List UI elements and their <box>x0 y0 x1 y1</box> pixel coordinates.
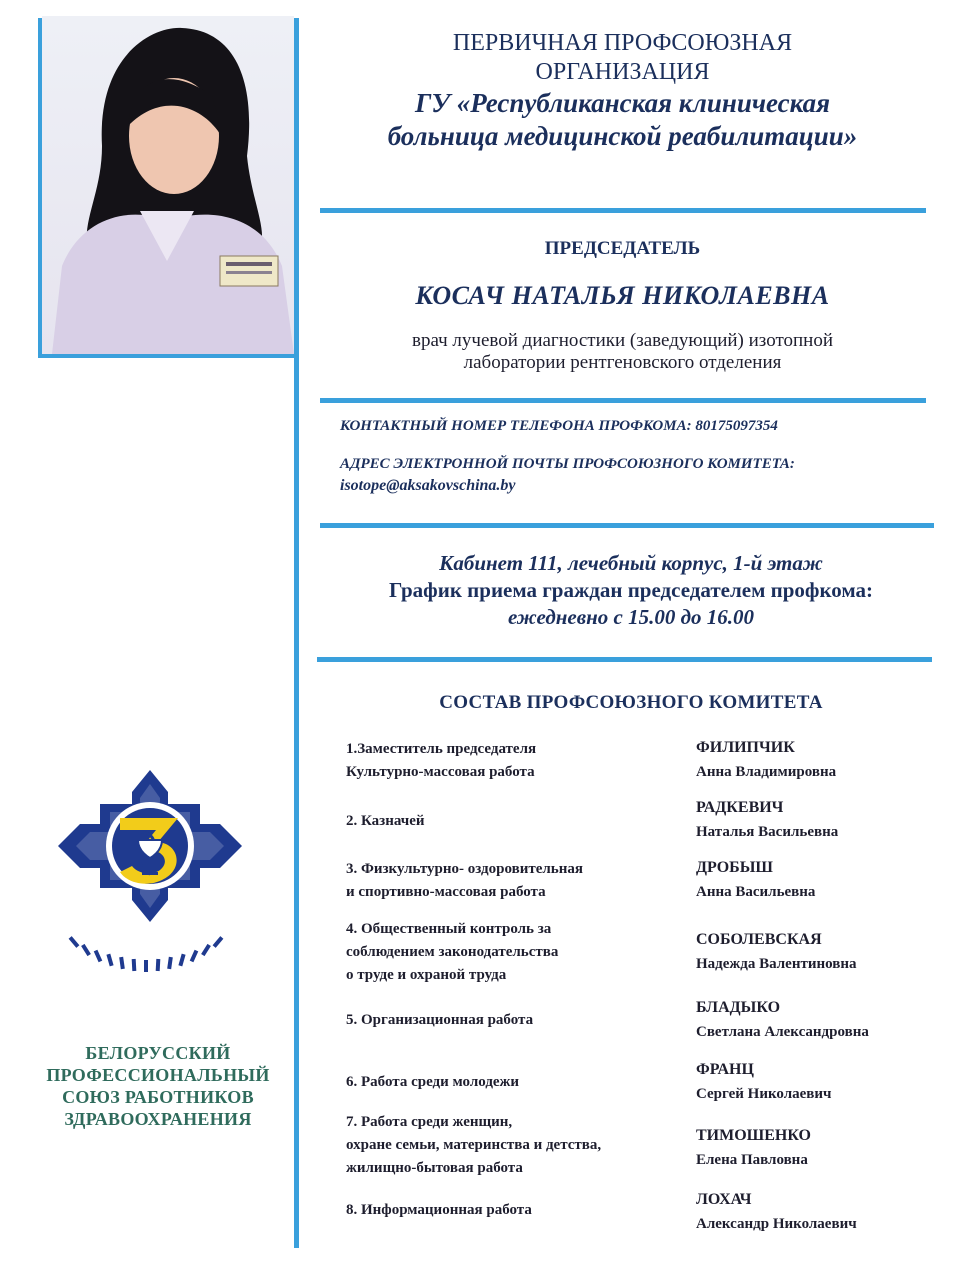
email-label: АДРЕС ЭЛЕКТРОННОЙ ПОЧТЫ ПРОФСОЮЗНОГО КОМИТЕТА: <box>340 456 795 472</box>
chair-position-line1: врач лучевой диагностики (заведующий) изотопной <box>411 330 833 351</box>
member-surname: БЛАДЫКО <box>696 999 781 1016</box>
union-logo <box>50 762 250 982</box>
chair-position-line2: лаборатории рентгеновского отделения <box>463 352 782 373</box>
separator-3 <box>320 523 934 528</box>
member-4 <box>696 928 857 976</box>
role-5 <box>346 1009 533 1032</box>
chairperson-photo <box>42 16 294 354</box>
member-3 <box>696 856 815 904</box>
phone-label: КОНТАКТНЫЙ НОМЕР ТЕЛЕФОНА ПРОФКОМА: 80175097354 <box>340 418 778 434</box>
role-line: 2. Казначей <box>346 813 425 829</box>
schedule-hours: ежедневно с 15.00 до 16.00 <box>508 605 754 629</box>
committee-title: СОСТАВ ПРОФСОЮЗНОГО КОМИТЕТА <box>439 692 823 713</box>
org-line2: ОРГАНИЗАЦИЯ <box>535 59 710 85</box>
role-line: 8. Информационная работа <box>346 1202 532 1218</box>
member-name: Александр Николаевич <box>696 1216 857 1232</box>
role-line: 5. Организационная работа <box>346 1012 534 1028</box>
email-link[interactable]: isotope@aksakovschina.by <box>340 477 516 494</box>
member-7 <box>696 1124 811 1172</box>
org-line4: больница медицинской реабилитации» <box>387 121 858 151</box>
member-name: Светлана Александровна <box>696 1024 869 1040</box>
role-line: Культурно-массовая работа <box>346 764 535 780</box>
union-line2: ПРОФЕССИОНАЛЬНЫЙ <box>46 1065 270 1085</box>
role-4 <box>346 918 558 987</box>
divider-vertical <box>294 18 299 1248</box>
separator-4 <box>317 657 932 662</box>
union-line1: БЕЛОРУССКИЙ <box>85 1043 231 1063</box>
role-line: 4. Общественный контроль за <box>346 921 552 937</box>
member-surname: СОБОЛЕВСКАЯ <box>696 931 822 948</box>
member-name: Надежда Валентиновна <box>696 956 857 972</box>
member-surname: РАДКЕВИЧ <box>696 799 784 816</box>
member-surname: ФРАНЦ <box>696 1061 754 1078</box>
member-1 <box>696 736 836 784</box>
member-surname: ДРОБЫШ <box>696 859 773 876</box>
photo-frame-bottom <box>38 354 296 358</box>
chair-name: КОСАЧ НАТАЛЬЯ НИКОЛАЕВНА <box>415 281 830 310</box>
member-surname: ТИМОШЕНКО <box>696 1127 811 1144</box>
role-2 <box>346 810 425 833</box>
org-line3: ГУ «Республиканская клиническая <box>414 88 831 118</box>
union-line4: ЗДРАВООХРАНЕНИЯ <box>64 1109 252 1129</box>
chair-position <box>310 330 935 374</box>
role-line: 1.Заместитель председателя <box>346 741 537 757</box>
separator-1 <box>320 208 926 213</box>
role-line: 3. Физкультурно- оздоровительная <box>346 861 583 877</box>
member-name: Елена Павловна <box>696 1152 808 1168</box>
union-line3: СОЮЗ РАБОТНИКОВ <box>62 1087 254 1107</box>
role-line: соблюдением законодательства <box>346 944 559 960</box>
role-1 <box>346 738 536 784</box>
separator-2 <box>320 398 926 403</box>
role-line: 7. Работа среди женщин, <box>346 1114 513 1130</box>
reception-block <box>316 550 946 631</box>
role-line: и спортивно-массовая работа <box>346 884 546 900</box>
role-line: о труде и охраной труда <box>346 967 507 983</box>
member-2 <box>696 796 838 844</box>
office-location: Кабинет 111, лечебный корпус, 1-й этаж <box>439 551 823 575</box>
union-name <box>24 1042 292 1130</box>
member-surname: ЛОХАЧ <box>696 1191 752 1208</box>
role-8 <box>346 1199 532 1222</box>
schedule-title: График приема граждан председателем профкома: <box>388 578 874 602</box>
chair-title: ПРЕДСЕДАТЕЛЬ <box>544 238 701 259</box>
role-line: жилищно-бытовая работа <box>346 1160 523 1176</box>
role-3 <box>346 858 583 904</box>
role-line: 6. Работа среди молодежи <box>346 1074 520 1090</box>
member-8 <box>696 1188 857 1236</box>
org-header <box>310 28 935 152</box>
role-line: охране семьи, материнства и детства, <box>346 1137 602 1153</box>
member-6 <box>696 1058 832 1106</box>
org-line1: ПЕРВИЧНАЯ ПРОФСОЮЗНАЯ <box>452 30 793 56</box>
member-surname: ФИЛИПЧИК <box>696 739 795 756</box>
member-name: Анна Васильевна <box>696 884 816 900</box>
member-name: Сергей Николаевич <box>696 1086 832 1102</box>
role-7 <box>346 1111 601 1180</box>
member-name: Наталья Васильевна <box>696 824 839 840</box>
member-name: Анна Владимировна <box>696 764 837 780</box>
role-6 <box>346 1071 519 1094</box>
member-5 <box>696 996 869 1044</box>
